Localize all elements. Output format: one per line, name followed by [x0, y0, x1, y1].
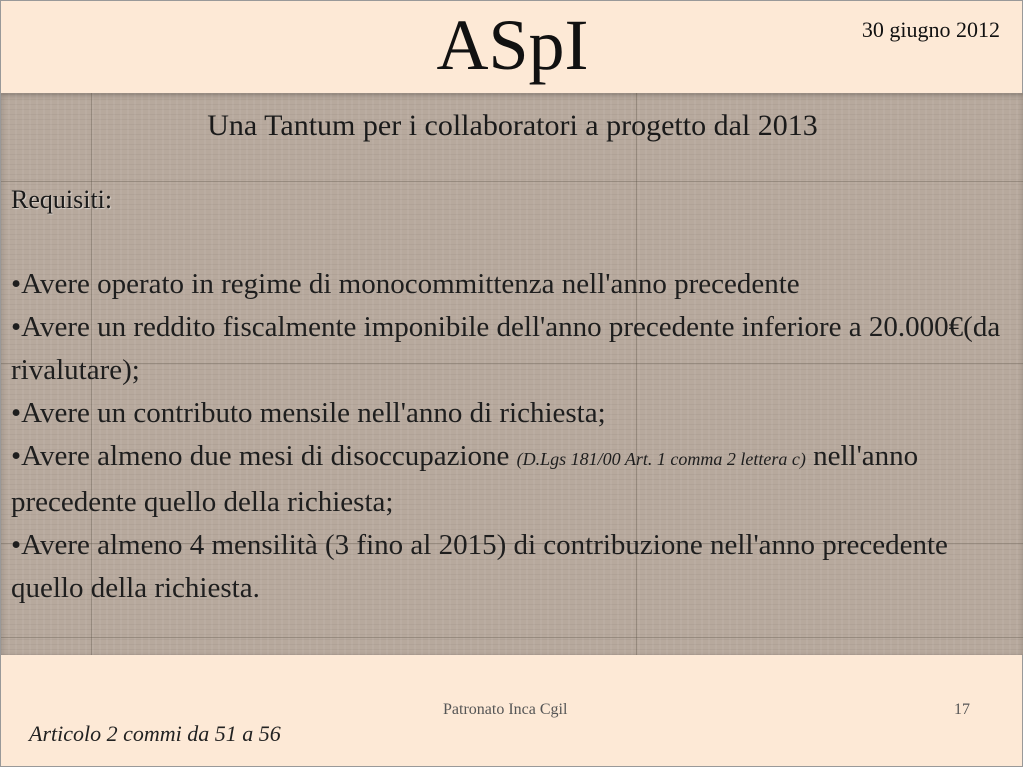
page-number: 17	[954, 701, 970, 718]
requirement-item: •Avere operato in regime di monocommittenza nell'anno precedente	[11, 268, 800, 300]
content-panel	[1, 93, 1023, 655]
grid-line	[1, 637, 1023, 638]
requirement-item: •Avere almeno 4 mensilità (3 fino al 2015) di contribuzione nell'anno precedente quello della richiesta.	[11, 529, 948, 604]
slide-title: ASpI	[436, 5, 589, 85]
requirement-item	[11, 435, 1016, 524]
footer-organization: Patronato Inca Cgil	[443, 701, 568, 718]
slide-subtitle: Una Tantum per i collaboratori a progetto dal 2013	[207, 109, 818, 142]
requirement-text: •Avere almeno due mesi di disoccupazione	[11, 440, 517, 472]
article-reference: Articolo 2 commi da 51 a 56	[29, 721, 281, 746]
requirements-heading: Requisiti:	[11, 185, 113, 214]
requirements-list	[11, 263, 1016, 610]
requirement-item: •Avere un reddito fiscalmente imponibile dell'anno precedente inferiore a 20.000€(da rivalutare);	[11, 311, 1001, 386]
grid-line	[1, 181, 1023, 182]
slide-date: 30 giugno 2012	[861, 17, 1000, 42]
requirement-text: nell'anno precedente quello della richiesta;	[11, 440, 919, 518]
legal-reference: (D.Lgs 181/00 Art. 1 comma 2 lettera c)	[516, 449, 806, 469]
requirement-item: •Avere un contributo mensile nell'anno di richiesta;	[11, 397, 606, 429]
